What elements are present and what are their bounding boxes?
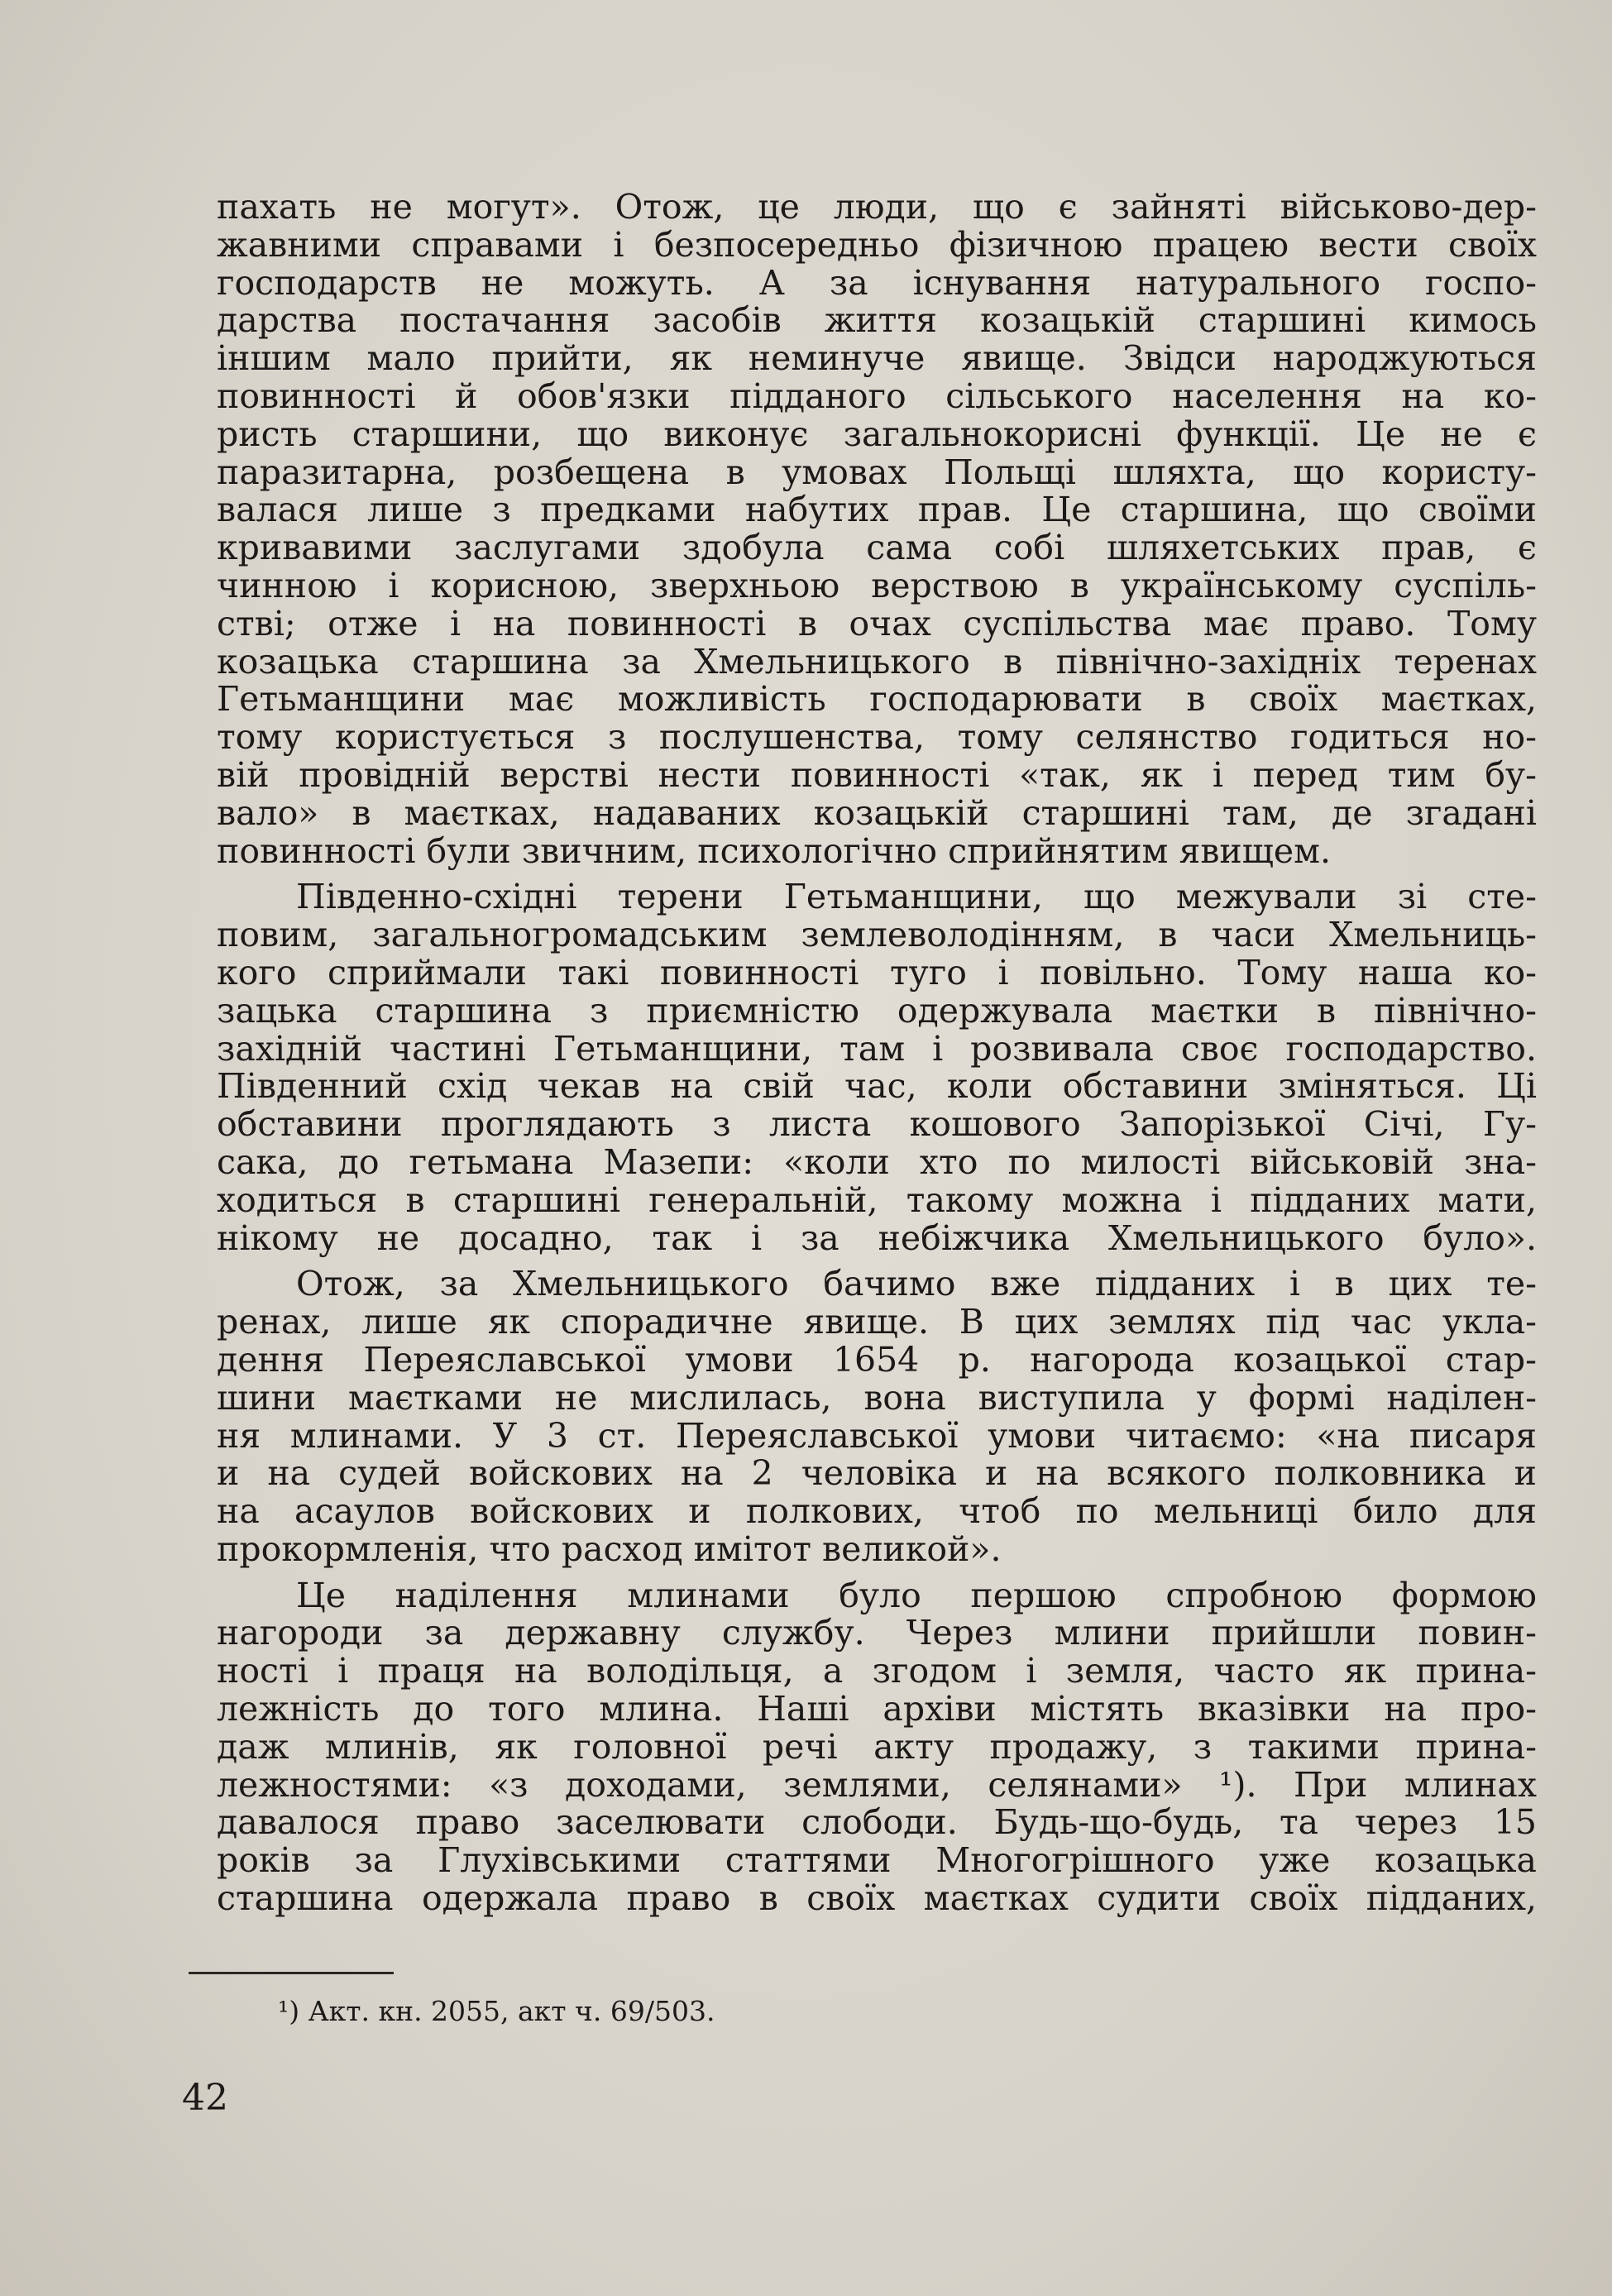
text-line: даж млинів, як головної речі акту продажу, з такими прина- [217,1728,1537,1767]
text-line: Отож, за Хмельницького бачимо вже підданих і в цих те- [296,1265,1537,1304]
text-line: стві; отже і на повинності в очах суспільства має право. Тому [217,605,1537,643]
text-line: господарств не можуть. А за існування натурального госпо- [217,264,1537,303]
text-line: валася лише з предками набутих прав. Це старшина, що своїми [217,491,1537,530]
body-text [217,189,1537,1918]
text-line: ренах, лише як спорадичне явище. В цих землях під час укла- [217,1303,1537,1342]
page-number: 42 [182,2077,228,2119]
text-line: ристь старшини, що виконує загальнокорисні функції. Це не є [217,415,1537,454]
text-line: нагороди за державну службу. Через млини прийшли повин- [217,1614,1537,1653]
text-line: на асаулов войскових и полкових, чтоб по мельниці било для [217,1493,1537,1531]
text-line: давалося право заселювати слободи. Будь-що-будь, та через 15 [217,1804,1537,1843]
text-line: Це наділення млинами було першою спробною формою [296,1576,1537,1615]
footnote: ¹) Акт. кн. 2055, акт ч. 69/503. [278,1995,715,2027]
text-line: дарства постачання засобів життя козацькій старшині кимось [217,302,1537,341]
text-line: пахать не могут». Отож, це люди, що є зайняті військово-дер- [217,189,1537,227]
text-line: дення Переяславської умови 1654 р. нагорода козацької стар- [217,1341,1537,1380]
text-line: шини маєтками не мислилась, вона виступила у формі наділен- [217,1379,1537,1418]
text-line: вій провідній верстві нести повинності «так, як і перед тим бу- [217,756,1537,795]
text-line: и на судей войскових на 2 человіка и на всякого полковника и [217,1455,1537,1494]
text-line: нікому не досадно, так і за небіжчика Хмельницького було». [217,1219,1537,1258]
text-line: прокормленія, что расход имітот великой». [217,1530,1002,1569]
text-line: чинною і корисною, зверхньою верствою в українському суспіль- [217,567,1537,605]
text-line: західній частині Гетьманщини, там і розвивала своє господарство. [217,1030,1537,1069]
text-line: сака, до гетьмана Мазепи: «коли хто по милості військовій зна- [217,1143,1537,1182]
text-line: старшина одержала право в своїх маєтках судити своїх підданих, [217,1880,1537,1918]
text-line: Південно-східні терени Гетьманщини, що межували зі сте- [296,878,1537,917]
text-line: іншим мало прийти, як неминуче явище. Звідси народжуються [217,340,1537,378]
text-line: вало» в маєтках, надаваних козацькій старшині там, де згадані [217,794,1537,833]
text-line: козацька старшина за Хмельницького в північно-західніх теренах [217,643,1537,682]
text-line: обставини проглядають з листа кошового Запорізької Січі, Гу- [217,1106,1537,1144]
text-line: зацька старшина з приємністю одержувала маєтки в північно- [217,992,1537,1031]
text-line: ходиться в старшині генеральній, такому можна і підданих мати, [217,1181,1537,1220]
text-line: Гетьманщини має можливість господарювати в своїх маєтках, [217,681,1537,720]
text-line: кого сприймали такі повинності туго і повільно. Тому наша ко- [217,954,1537,993]
text-line: кривавими заслугами здобула сама собі шляхетських прав, є [217,529,1537,567]
footnote-divider [189,1972,394,1974]
text-line: паразитарна, розбещена в умовах Польщі шляхта, що користу- [217,453,1537,492]
text-line: років за Глухівськими статтями Многогрішного уже козацька [217,1842,1537,1881]
text-line: повим, загальногромадським землеволодінням, в часи Хмельниць- [217,916,1537,954]
text-line: жавними справами і безпосередньо фізичною працею вести своїх [217,226,1537,265]
text-line: Південний схід чекав на свій час, коли обставини зміняться. Ці [217,1068,1537,1107]
text-line: лежність до того млина. Наші архіви містять вказівки на про- [217,1691,1537,1729]
text-line: ня млинами. У 3 ст. Переяславської умови читаємо: «на писаря [217,1417,1537,1456]
text-line: повинності й обов'язки підданого сільського населення на ко- [217,377,1537,416]
text-line: лежностями: «з доходами, землями, селянами» ¹). При млинах [217,1766,1537,1805]
text-line: тому користується з послушенства, тому селянство годиться но- [217,719,1537,757]
text-line: ності і праця на володільця, а згодом і земля, часто як прина- [217,1653,1537,1691]
text-line: повинності були звичним, психологічно сприйнятим явищем. [217,832,1332,871]
